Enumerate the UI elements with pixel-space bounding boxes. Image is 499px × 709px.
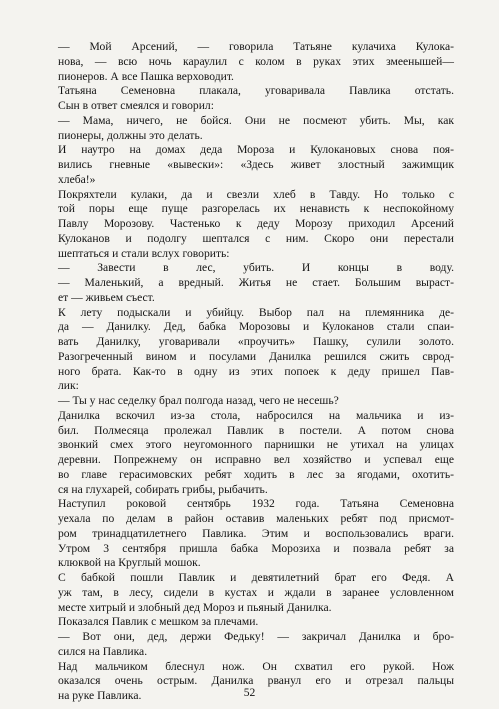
text-line: Разогреченный вином и посулами Данилка решился сжить сврод- [58,349,454,363]
text-line: бил. Полмесяца пролежал Павлик в постели. А потом снова [58,423,454,437]
text-line: шептаться и стали вслух говорить: [58,246,230,260]
text-line: — Мой Арсений, — говорила Татьяне кулачиха Кулока- [58,40,454,53]
text-line: Утром 3 сентября пришла бабка Морозиха и позвала ребят за [58,541,454,555]
text-line: да — Данилку. Дед, бабка Морозовы и Кулоканов стали спаи- [58,320,454,334]
text-line: Сын в ответ смеялся и говорил: [58,99,214,112]
page-number: 52 [243,686,256,699]
text-line: той поры еще пуще разгорелась их ненависть к неспокойному [58,202,454,216]
text-line: ром тринадцатилетнего Павлика. Этим и воспользовались враги. [58,526,454,540]
text-line: И наутро на домах деда Мороза и Кулокановых снова поя- [58,143,454,157]
text-line: ет — живьем съест. [58,290,155,304]
text-line: С бабкой пошли Павлик и девятилетний брат его Федя. А [58,571,454,584]
text-line: оказался очень острым. Данилка рванул его и отрезал пальцы [58,674,454,688]
text-line: К лету подыскали и убийцу. Выбор пал на племянника де- [58,305,454,319]
text-line: на руке Павлика. [58,689,142,702]
text-line: лик: [58,379,79,393]
text-line: месте хитрый и злобный дед Мороз и пьяный Данилка. [58,600,332,614]
text-line: уехала по делам в район оставив маленьких ребят под присмот- [58,512,454,525]
text-line: нова, — всю ночь караулил с колом в руках этих змеенышей— [58,54,454,68]
text-line: — Ты у нас седелку брал полгода назад, чего не несешь? [58,394,339,407]
text-line: — Мама, ничего, не бойся. Они не посмеют убить. Мы, как [58,113,454,127]
text-line: во главе герасимовских ребят ходить в лес за ягодами, охотить- [58,467,454,481]
text-line: Наступил роковой сентябрь 1932 года. Татьяна Семеновна [58,497,454,511]
text-line: уж там, в лесу, сидели в кустах и ждали в заранее условленном [58,585,454,599]
text-line: — Завести в лес, убить. И концы в воду. [58,261,454,275]
text-line: клюквой на Круглый мошок. [58,556,201,570]
text-line: Данилка вскочил из-за стола, набросился на мальчика и из- [58,408,454,422]
text-line: Павлу Морозову. Частенько к деду Морозу приходил Арсений [58,217,454,230]
text-line: — Вот они, дед, держи Федьку! — закричал Данилка и бро- [58,630,454,643]
text-line: Показался Павлик с мешком за плечами. [58,615,259,629]
text-line: Над мальчиком блеснул нож. Он схватил его рукой. Нож [58,659,454,673]
text-line: вились гневные «вывески»: «Здесь живет злостный зажимщик [58,158,454,171]
body-text [58,40,454,704]
text-line: пионеров. А все Пашка верховодит. [58,69,234,83]
text-line: Татьяна Семеновна плакала, уговаривала Павлика отстать. [58,84,454,98]
text-line: ся на глухарей, собирать грибы, рыбачить. [58,482,268,496]
text-line: — Маленький, а вредный. Житья не стает. Большим выраст- [58,276,454,289]
text-line: хлеба!» [58,172,96,186]
text-line: звонкий смех этого неугомонного парнишки не утихал на улицах [58,438,454,452]
text-line: вать Данилку, уговаривали «проучить» Пашку, сулили золото. [58,335,454,348]
text-line: Кулоканов и подолгу шептался с ним. Скоро они перестали [58,231,454,245]
text-line: пионеры, должны это делать. [58,128,203,142]
text-line: Покряхтели кулаки, да и свезли хлеб в Тавду. Но только с [58,187,454,201]
text-line: деревни. Попрежнему он исправно вел хозяйство и успевал еще [58,453,454,466]
text-line: ного брата. Как-то в одну из этих попоек к деду пришел Пав- [58,364,454,378]
text-line: сился на Павлика. [58,644,148,658]
